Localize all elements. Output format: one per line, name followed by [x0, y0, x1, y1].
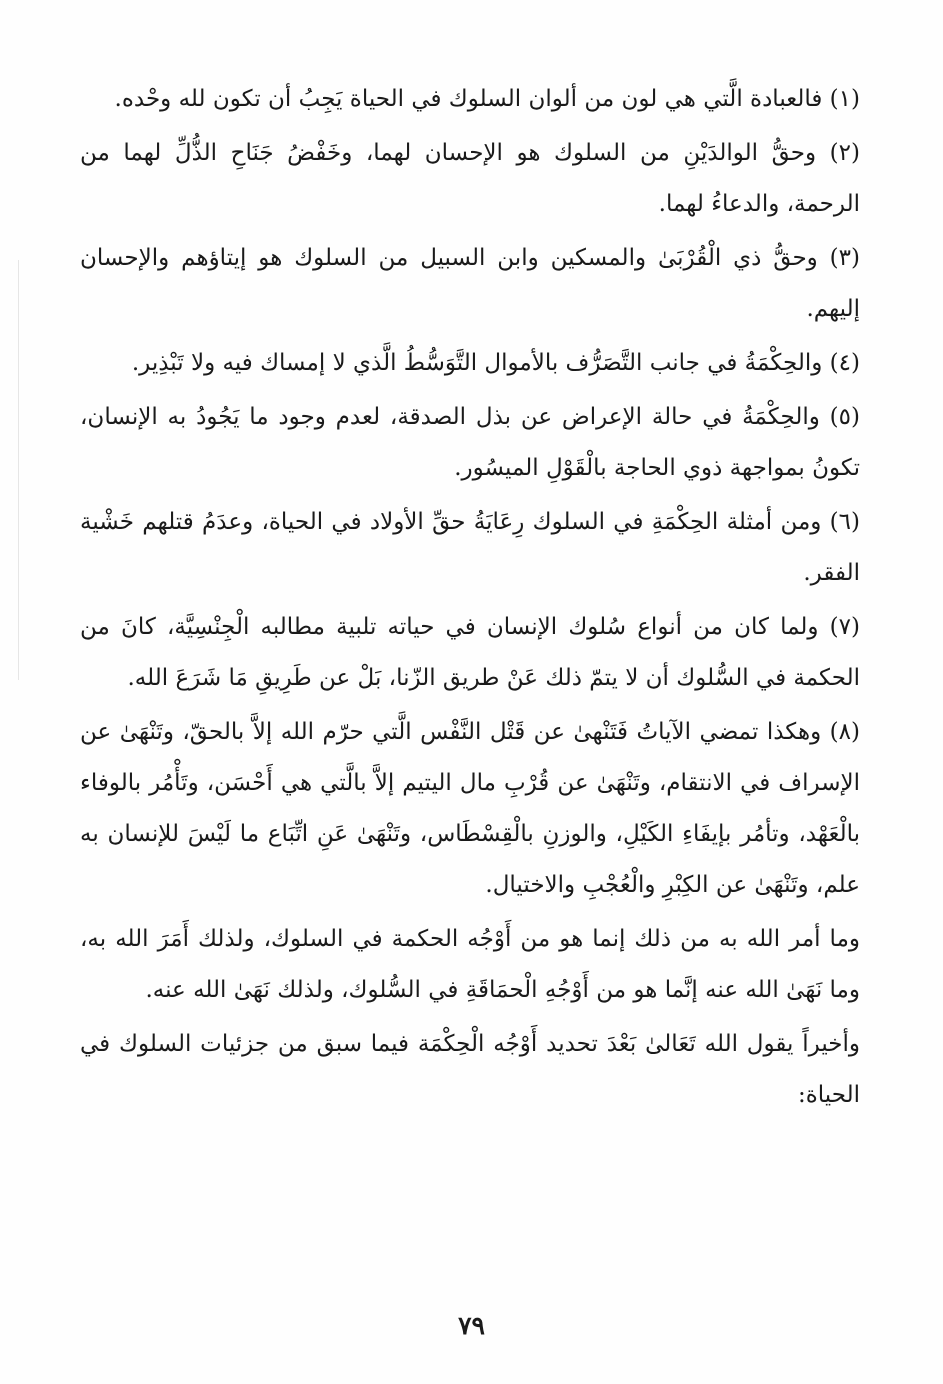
paragraph-5: (٥) والحِكْمَةُ في حالة الإعراض عن بذل الصدقة، لعدم وجود ما يَجُودُ به الإنسان، تكونُ بمواجهة ذوي الحاجة بالْقَوْلِ الميسُور.: [80, 404, 860, 481]
paragraph-7: (٧) ولما كان من أنواع سُلوك الإنسان في حياته تلبية مطالبه الْجِنْسِيَّة، كانَ من الحكمة في السُّلوك أن لا يتمّ ذلك عَنْ طريق الزّنا، بَلْ عن طَرِيقِ مَا شَرَعَ الله.: [80, 614, 860, 691]
paragraph-1: (١) فالعبادة الَّتي هي لون من ألوان السلوك في الحياة يَجِبُ أن تكون لله وحْده.: [114, 86, 860, 112]
paragraph-3: (٣) وحقُّ ذي الْقُرْبَىٰ والمسكين وابن السبيل من السلوك هو إيتاؤهم والإحسان إليهم.: [80, 245, 860, 322]
paragraph-8: (٨) وهكذا تمضي الآياتُ فَتَنْهىٰ عن قَتْل النَّفْس الَّتي حرّم الله إلاَّ بالحقّ، وتَنْهَىٰ عن الإسراف في الانتقام، وتَنْهَىٰ عن قُرْبِ مال اليتيم إلاَّ بالَّتي هي أَحْسَن، وتَأْمُر بالوفاء بالْعَهْد، وتأمُر بإيفَاءِ الكَيْلِ، والوزنِ بالْقِسْطَاس، وتَنْهَىٰ عَنِ اتِّبَاع ما لَيْسَ للإنسان به علم، وتَنْهَىٰ عن الكِبْرِ والْعُجْبِ والاختيال.: [80, 719, 860, 898]
paragraph-10: وأخيراً يقول الله تَعَالىٰ بَعْدَ تحديد أَوْجُه الْحِكْمَة فيما سبق من جزئيات السلوك في الحياة:: [80, 1031, 860, 1108]
page-number: ٧٩: [458, 1311, 485, 1340]
page-body: [80, 74, 860, 1124]
scan-margin-line: [18, 260, 19, 680]
paragraph-2: (٢) وحقُّ الوالدَيْنِ من السلوك هو الإحسان لهما، وخَفْضُ جَنَاحِ الذُّلِّ لهما من الرحمة، والدعاءُ لهما.: [80, 140, 860, 217]
paragraph-4: (٤) والحِكْمَةُ في جانب التَّصَرُّف بالأموال التَّوَسُّطُ الَّذي لا إمساك فيه ولا تَبْذِير.: [131, 350, 860, 376]
paragraph-9: وما أمر الله به من ذلك إنما هو من أَوْجُه الحكمة في السلوك، ولذلك أَمَرَ الله به، وما نَهَىٰ الله عنه إنَّما هو من أَوْجُهِ الْحمَاقَةِ في السُّلوك، ولذلك نَهَىٰ الله عنه.: [80, 926, 860, 1003]
paragraph-6: (٦) ومن أمثلة الحِكْمَةِ في السلوك رِعَايَةُ حقِّ الأولاد في الحياة، وعدَمُ قتلهم خَشْية الفقر.: [80, 509, 860, 586]
